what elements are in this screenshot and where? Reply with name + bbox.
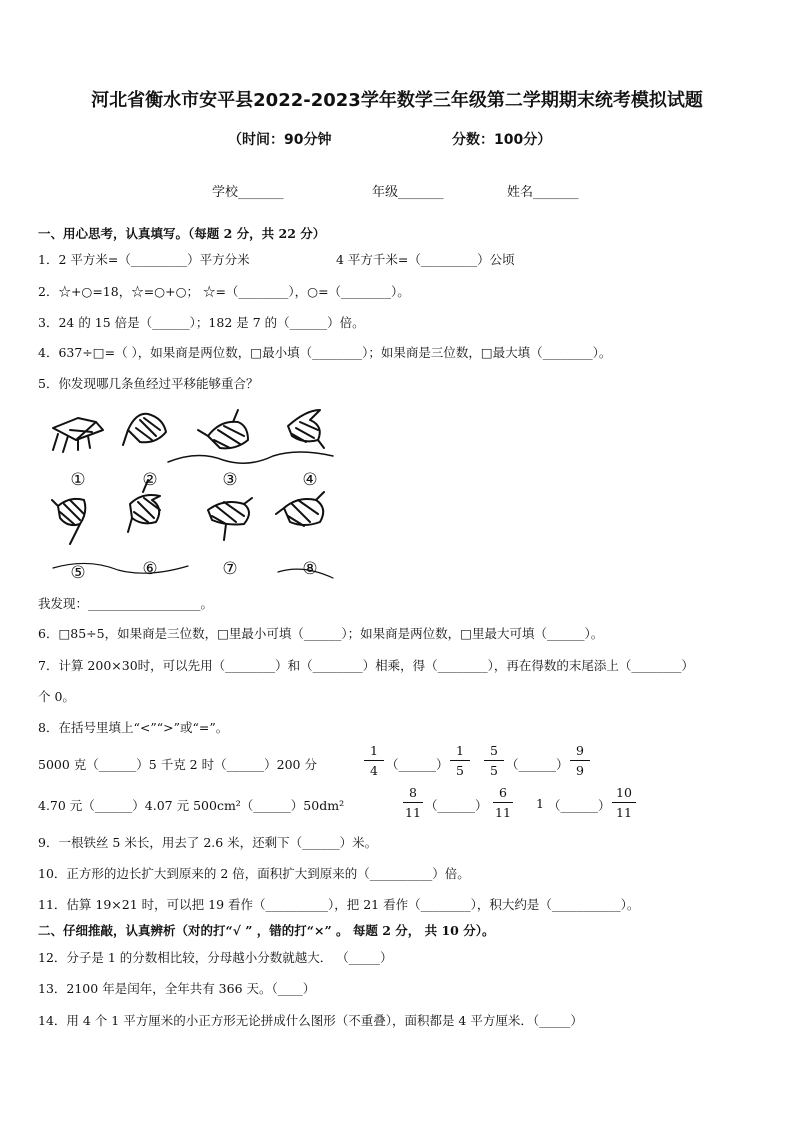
- fish-translation-figure: [48, 400, 338, 590]
- question-10: 10．正方形的边长扩大到原来的 2 倍，面积扩大到原来的（__________）倍。: [38, 866, 470, 881]
- question-5-answer: 我发现：__________________。: [38, 596, 214, 611]
- fish-1-icon: [53, 418, 103, 452]
- compare-blank-4: （______）: [548, 798, 611, 813]
- fraction-1-4: 1 4: [364, 743, 384, 779]
- question-4: 4．637÷□=（ ），如果商是两位数，□最小填（________）；如果商是三位数，□最大填（________）。: [38, 345, 612, 360]
- fish-label-8: ⑧: [302, 559, 318, 579]
- fraction-8-11: 8 11: [403, 785, 423, 821]
- fish-label-6: ⑥: [142, 559, 158, 579]
- compare-blank-3: （______）: [425, 798, 488, 813]
- question-8: 8．在括号里填上“<”“>”或“=”。: [38, 720, 229, 735]
- question-12: 12．分子是 1 的分数相比较，分母越小分数就越大． （_____）: [38, 950, 393, 965]
- fish-3-icon: [198, 410, 248, 448]
- section-2-heading: 二、仔细推敲，认真辨析（对的打“√ ” ，错的打“×” 。 每题 2 分， 共 10 分）。: [38, 923, 495, 938]
- school-field: 学校_______: [212, 185, 284, 200]
- fish-2-icon: [123, 414, 166, 445]
- question-3: 3．24 的 15 倍是（______）；182 是 7 的（______）倍。: [38, 315, 365, 330]
- fraction-5-5: 5 5: [484, 743, 504, 779]
- fish-5-icon: [52, 499, 85, 544]
- compare-blank-2: （______）: [506, 757, 569, 772]
- fish-4-icon: [288, 410, 324, 448]
- fraction-10-11: 10 11: [612, 785, 636, 821]
- fish-label-2: ②: [142, 470, 158, 490]
- fraction-6-11: 6 11: [493, 785, 513, 821]
- question-7a: 7．计算 200×30时，可以先用（________）和（________）相乘，得（________），再在得数的末尾添上（________）: [38, 658, 694, 673]
- compare-blank-1: （______）: [386, 757, 449, 772]
- question-9: 9．一根铁丝 5 米长，用去了 2.6 米，还剩下（______）米。: [38, 835, 378, 850]
- compare-row-1a: 5000 克（______）5 千克 2 时（______）200 分: [38, 757, 317, 772]
- question-7b: 个 0。: [38, 689, 75, 704]
- question-1b: 4 平方千米=（_________）公顷: [336, 252, 515, 267]
- exam-title: 河北省衡水市安平县2022-2023学年数学三年级第二学期期末统考模拟试题: [91, 90, 703, 111]
- question-11: 11．估算 19×21 时，可以把 19 看作（__________），把 21 看作（________），积大约是（___________）。: [38, 897, 640, 912]
- fish-label-5: ⑤: [70, 563, 86, 583]
- fish-7-icon: [208, 498, 252, 540]
- fish-label-3: ③: [222, 470, 238, 490]
- question-1a: 1．2 平方米=（_________）平方分米: [38, 252, 250, 267]
- question-14: 14．用 4 个 1 平方厘米的小正方形无论拼成什么图形（不重叠），面积都是 4 平方厘米．（_____）: [38, 1013, 583, 1028]
- question-6: 6．□85÷5，如果商是三位数，□里最小可填（______）；如果商是两位数，□里最大可填（______）。: [38, 626, 604, 641]
- compare-one: 1: [536, 796, 544, 811]
- exam-time: （时间：90分钟: [228, 132, 332, 148]
- question-13: 13．2100 年是闰年，全年共有 366 天。（____）: [38, 981, 316, 996]
- fraction-9-9: 9 9: [570, 743, 590, 779]
- fish-8-icon: [276, 492, 324, 526]
- exam-score: 分数：100分）: [452, 132, 552, 148]
- fish-label-1: ①: [70, 470, 86, 490]
- question-5: 5．你发现哪几条鱼经过平移能够重合？: [38, 376, 259, 391]
- fish-label-4: ④: [302, 470, 318, 490]
- fraction-1-5: 1 5: [450, 743, 470, 779]
- grade-field: 年级_______: [372, 185, 444, 200]
- compare-row-2a: 4.70 元（______）4.07 元 500cm²（______）50dm²: [38, 798, 345, 813]
- section-1-heading: 一、用心思考，认真填写。（每题 2 分，共 22 分）: [38, 226, 326, 241]
- question-2: 2．☆+○=18，☆=○+○； ☆=（________），○=（________）。: [38, 284, 410, 299]
- name-field: 姓名_______: [507, 185, 579, 200]
- fish-label-7: ⑦: [222, 559, 238, 579]
